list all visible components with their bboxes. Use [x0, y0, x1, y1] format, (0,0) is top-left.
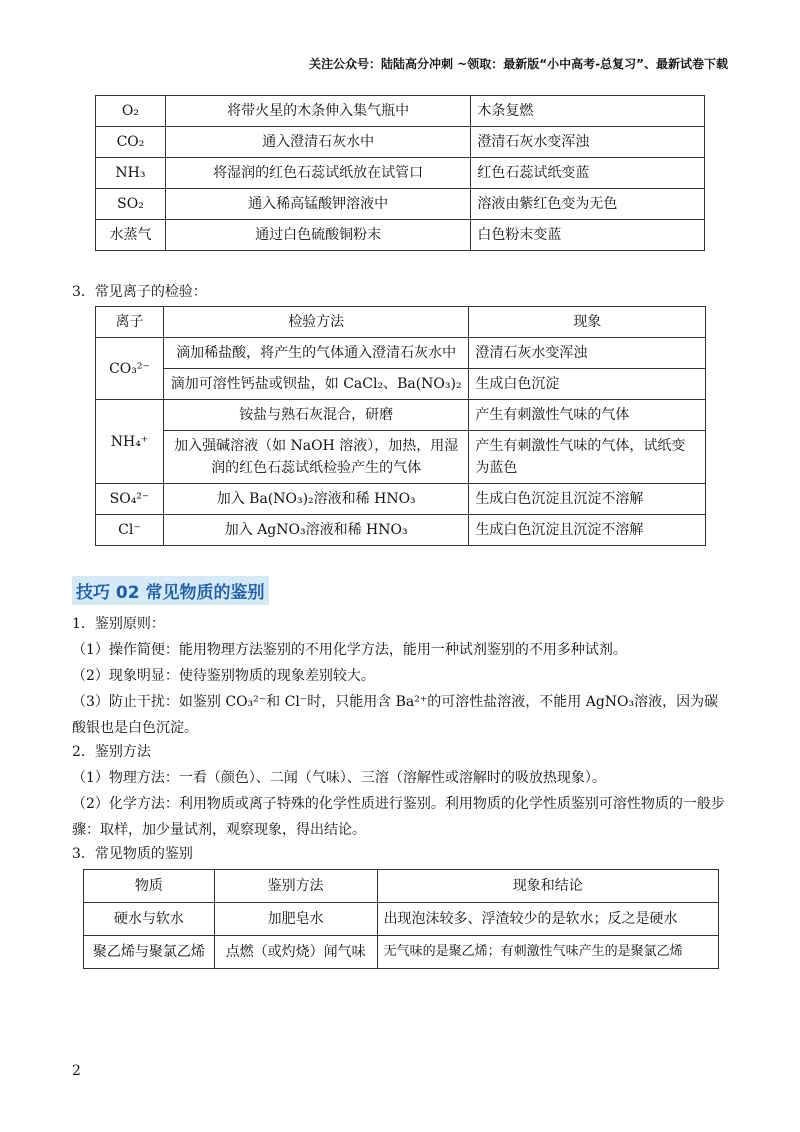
method-cell: 加入 AgNO₃溶液和稀 HNO₃: [163, 515, 468, 546]
method-cell: 将带火星的木条伸入集气瓶中: [165, 96, 470, 127]
table-row: [84, 903, 719, 936]
table-row: [96, 127, 705, 158]
paragraph: （1）操作简便：能用物理方法鉴别的不用化学方法，能用一种试剂鉴别的不用多种试剂。: [72, 642, 627, 658]
phenomenon-cell: 产生有刺激性气味的气体: [469, 400, 706, 431]
phenomenon-cell: 产生有刺激性气味的气体，试纸变为蓝色: [469, 431, 706, 484]
phenomenon-cell: 红色石蕊试纸变蓝: [471, 158, 705, 189]
gas-cell: 水蒸气: [96, 220, 166, 251]
gas-cell: SO₂: [96, 189, 166, 220]
method-cell: 加入 Ba(NO₃)₂溶液和稀 HNO₃: [163, 484, 468, 515]
method-cell: 通入稀高锰酸钾溶液中: [165, 189, 470, 220]
ion-cell: SO₄²⁻: [96, 484, 164, 515]
table-row: [96, 369, 706, 400]
table-row: [96, 158, 705, 189]
gas-test-table: [95, 95, 705, 251]
table-row: [96, 96, 705, 127]
substance-cell: 硬水与软水: [84, 903, 215, 936]
method-cell: 加肥皂水: [214, 903, 377, 936]
ion-section-heading: 3．常见离子的检验：: [72, 284, 207, 300]
table-header-row: [84, 870, 719, 903]
method-cell: 点燃（或灼烧）闻气味: [214, 936, 377, 969]
column-header: 现象: [469, 307, 706, 338]
phenomenon-cell: 白色粉末变蓝: [471, 220, 705, 251]
method-cell: 将湿润的红色石蕊试纸放在试管口: [165, 158, 470, 189]
ion-test-table: [95, 306, 706, 546]
table-row: [96, 189, 705, 220]
method-cell: 通过白色硫酸铜粉末: [165, 220, 470, 251]
paragraph: 2．鉴别方法: [72, 744, 151, 760]
column-header: 鉴别方法: [214, 870, 377, 903]
method-cell: 加入强碱溶液（如 NaOH 溶液），加热，用湿润的红色石蕊试纸检验产生的气体: [163, 431, 468, 484]
paragraph: （3）防止干扰：如鉴别 CO₃²⁻和 Cl⁻时，只能用含 Ba²⁺的可溶性盐溶液，不能用 AgNO₃溶液，因为碳酸银也是白色沉淀。: [72, 694, 719, 736]
ion-cell: CO₃²⁻: [96, 338, 164, 400]
column-header: 现象和结论: [377, 870, 718, 903]
phenomenon-cell: 溶液由紫红色变为无色: [471, 189, 705, 220]
gas-cell: CO₂: [96, 127, 166, 158]
phenomenon-cell: 生成白色沉淀且沉淀不溶解: [469, 515, 706, 546]
paragraph: 1．鉴别原则：: [72, 616, 165, 632]
paragraph: （2）现象明显：使待鉴别物质的现象差别较大。: [72, 668, 375, 684]
substance-cell: 聚乙烯与聚氯乙烯: [84, 936, 215, 969]
table-header-row: [96, 307, 706, 338]
table-row: [96, 431, 706, 484]
ion-cell: NH₄⁺: [96, 400, 164, 484]
paragraph: 3．常见物质的鉴别: [72, 846, 193, 862]
section-title: 技巧 02 常见物质的鉴别: [72, 576, 269, 605]
method-cell: 铵盐与熟石灰混合，研磨: [163, 400, 468, 431]
ion-cell: Cl⁻: [96, 515, 164, 546]
paragraph: （1）物理方法：一看（颜色）、二闻（气味）、三溶（溶解性或溶解时的吸放热现象）。: [72, 770, 606, 786]
method-cell: 滴加稀盐酸，将产生的气体通入澄清石灰水中: [163, 338, 468, 369]
phenomenon-cell: 生成白色沉淀: [469, 369, 706, 400]
column-header: 检验方法: [163, 307, 468, 338]
table-row: [96, 338, 706, 369]
table-row: [96, 400, 706, 431]
table-row: [96, 515, 706, 546]
table-row: [84, 936, 719, 969]
result-cell: 无气味的是聚乙烯；有刺激性气味产生的是聚氯乙烯: [377, 936, 718, 969]
page-header: 关注公众号：陆陆高分冲刺 ~领取：最新版“小中高考-总复习”、最新试卷下载: [309, 57, 728, 71]
column-header: 物质: [84, 870, 215, 903]
table-row: [96, 220, 705, 251]
method-cell: 通入澄清石灰水中: [165, 127, 470, 158]
phenomenon-cell: 木条复燃: [471, 96, 705, 127]
phenomenon-cell: 澄清石灰水变浑浊: [469, 338, 706, 369]
column-header: 离子: [96, 307, 164, 338]
method-cell: 滴加可溶性钙盐或钡盐，如 CaCl₂、Ba(NO₃)₂: [163, 369, 468, 400]
gas-cell: NH₃: [96, 158, 166, 189]
phenomenon-cell: 澄清石灰水变浑浊: [471, 127, 705, 158]
page-number: 2: [72, 1063, 81, 1079]
paragraph: （2）化学方法：利用物质或离子特殊的化学性质进行鉴别。利用物质的化学性质鉴别可溶性物质的一般步骤：取样，加少量试剂，观察现象，得出结论。: [72, 796, 725, 838]
phenomenon-cell: 生成白色沉淀且沉淀不溶解: [469, 484, 706, 515]
substance-table: [83, 869, 719, 969]
gas-cell: O₂: [96, 96, 166, 127]
result-cell: 出现泡沫较多、浮渣较少的是软水；反之是硬水: [377, 903, 718, 936]
table-row: [96, 484, 706, 515]
